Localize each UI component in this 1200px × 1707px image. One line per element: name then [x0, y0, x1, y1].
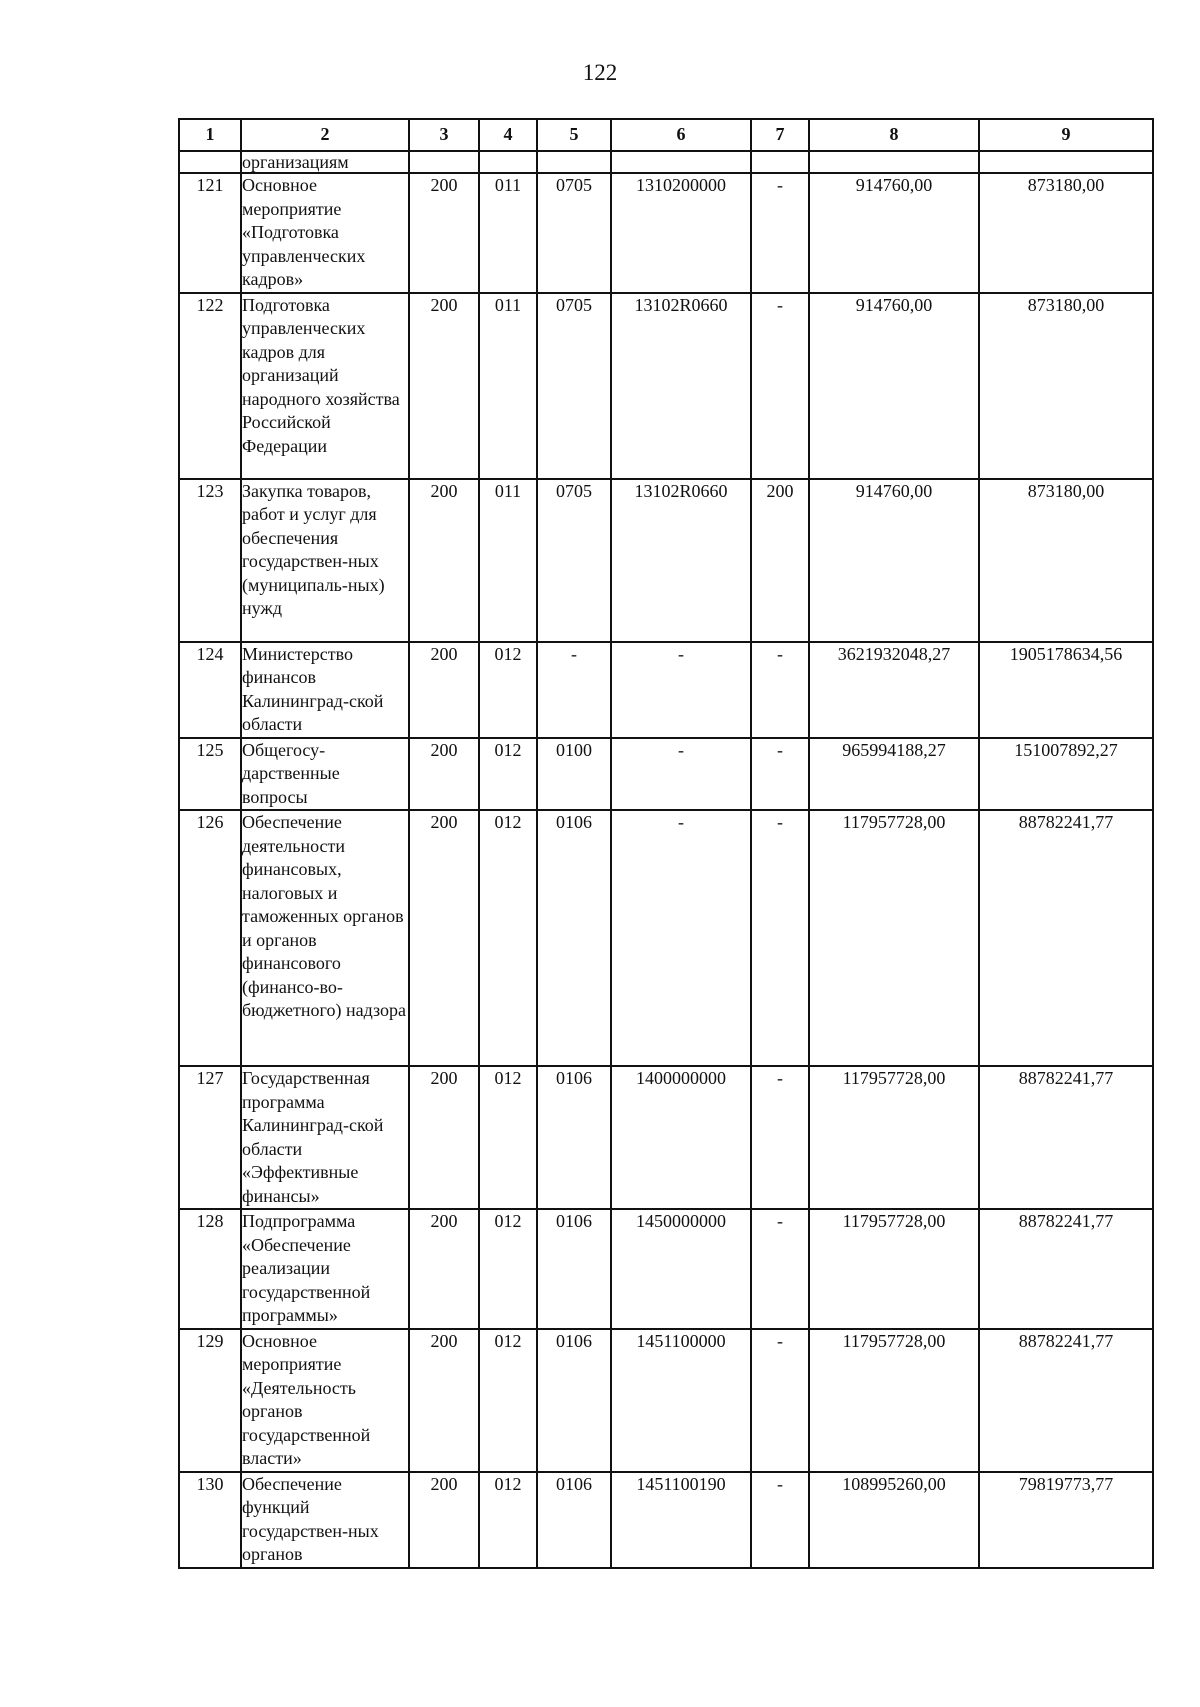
cell-code: - [751, 642, 809, 738]
cell-code: 0705 [537, 479, 611, 642]
cell-code: 0106 [537, 810, 611, 1066]
cell-code [409, 151, 479, 173]
cell-code: 200 [409, 738, 479, 811]
cell-code: 011 [479, 293, 537, 479]
cell-amount: 965994188,27 [809, 738, 979, 811]
cell-code: 200 [409, 293, 479, 479]
table-row [179, 173, 1153, 293]
table-row [179, 293, 1153, 479]
header-row [179, 119, 1153, 151]
header-cell: 6 [611, 119, 751, 151]
cell-name: Обеспечение функций государствен-ных органов [241, 1472, 409, 1568]
cell-name: Государственная программа Калининград-ской области «Эффективные финансы» [241, 1066, 409, 1209]
cell-code [611, 151, 751, 173]
cell-amount: 117957728,00 [809, 1329, 979, 1472]
cell-amount: 914760,00 [809, 293, 979, 479]
cell-name: Основное мероприятие «Деятельность органов государственной власти» [241, 1329, 409, 1472]
table-row [179, 810, 1153, 1066]
cell-number: 127 [179, 1066, 241, 1209]
cell-code: 011 [479, 173, 537, 293]
cell-code: 200 [409, 479, 479, 642]
cell-code: 0705 [537, 173, 611, 293]
cell-amount: 88782241,77 [979, 1209, 1153, 1329]
cell-code: 012 [479, 738, 537, 811]
cell-code: - [611, 738, 751, 811]
table-row [179, 1209, 1153, 1329]
cell-amount: 914760,00 [809, 173, 979, 293]
header-cell: 7 [751, 119, 809, 151]
cell-name: организациям [241, 151, 409, 173]
cell-code: - [751, 1472, 809, 1568]
cell-code: 200 [409, 173, 479, 293]
cell-number: 128 [179, 1209, 241, 1329]
cell-amount: 88782241,77 [979, 810, 1153, 1066]
cell-code: 13102R0660 [611, 293, 751, 479]
cell-number: 124 [179, 642, 241, 738]
cell-name: Министерство финансов Калининград-ской области [241, 642, 409, 738]
cell-code: 200 [409, 1209, 479, 1329]
cell-name: Подпрограмма «Обеспечение реализации государственной программы» [241, 1209, 409, 1329]
cell-code: 1400000000 [611, 1066, 751, 1209]
cell-name: Основное мероприятие «Подготовка управленческих кадров» [241, 173, 409, 293]
cell-amount: 117957728,00 [809, 1066, 979, 1209]
table-row [179, 1066, 1153, 1209]
cell-code: 1451100190 [611, 1472, 751, 1568]
cell-name: Подготовка управленческих кадров для организаций народного хозяйства Российской Федерации [241, 293, 409, 479]
cell-code: 012 [479, 642, 537, 738]
cell-number: 122 [179, 293, 241, 479]
cell-code: 012 [479, 810, 537, 1066]
cell-amount: 873180,00 [979, 293, 1153, 479]
cell-code: - [751, 293, 809, 479]
cell-code: 012 [479, 1329, 537, 1472]
cell-amount: 914760,00 [809, 479, 979, 642]
cell-code: 011 [479, 479, 537, 642]
cell-number: 129 [179, 1329, 241, 1472]
cell-code [751, 151, 809, 173]
cell-code: 0106 [537, 1472, 611, 1568]
cell-amount: 117957728,00 [809, 810, 979, 1066]
cell-name: Закупка товаров, работ и услуг для обеспечения государствен-ных (муниципаль-ных) нужд [241, 479, 409, 642]
cell-number [179, 151, 241, 173]
cell-code: 012 [479, 1209, 537, 1329]
cell-amount: 117957728,00 [809, 1209, 979, 1329]
cell-code: - [751, 810, 809, 1066]
table-row [179, 738, 1153, 811]
cell-code: 0705 [537, 293, 611, 479]
cell-code: - [537, 642, 611, 738]
cell-code: 200 [409, 1472, 479, 1568]
cell-code: - [611, 642, 751, 738]
cell-number: 123 [179, 479, 241, 642]
cell-amount [809, 151, 979, 173]
header-cell: 3 [409, 119, 479, 151]
cell-code: 012 [479, 1472, 537, 1568]
header-cell: 8 [809, 119, 979, 151]
cell-code: 0100 [537, 738, 611, 811]
cell-code: 1310200000 [611, 173, 751, 293]
cell-amount: 1905178634,56 [979, 642, 1153, 738]
cell-amount: 151007892,27 [979, 738, 1153, 811]
cell-code: - [751, 1066, 809, 1209]
cell-code: 200 [409, 1329, 479, 1472]
cell-name: Обеспечение деятельности финансовых, налоговых и таможенных органов и органов финансового (финансо-во-бюджетного) надзора [241, 810, 409, 1066]
header-cell: 9 [979, 119, 1153, 151]
cell-code: 13102R0660 [611, 479, 751, 642]
cell-code: 200 [409, 642, 479, 738]
cell-code: 1450000000 [611, 1209, 751, 1329]
cell-code: 200 [409, 810, 479, 1066]
cell-amount: 873180,00 [979, 479, 1153, 642]
cell-amount [979, 151, 1153, 173]
header-cell: 5 [537, 119, 611, 151]
header-cell: 4 [479, 119, 537, 151]
table-row [179, 642, 1153, 738]
cell-code: - [611, 810, 751, 1066]
cell-code: 200 [409, 1066, 479, 1209]
cell-code: - [751, 173, 809, 293]
table-row [179, 1329, 1153, 1472]
cell-number: 121 [179, 173, 241, 293]
cell-code: 1451100000 [611, 1329, 751, 1472]
cell-code: 012 [479, 1066, 537, 1209]
cell-code [537, 151, 611, 173]
table-row [179, 1472, 1153, 1568]
cell-amount: 108995260,00 [809, 1472, 979, 1568]
cell-code: 0106 [537, 1209, 611, 1329]
cell-amount: 873180,00 [979, 173, 1153, 293]
cell-amount: 88782241,77 [979, 1066, 1153, 1209]
cell-code: - [751, 738, 809, 811]
cell-amount: 88782241,77 [979, 1329, 1153, 1472]
cell-code: 0106 [537, 1329, 611, 1472]
cell-code: 200 [751, 479, 809, 642]
budget-table [178, 118, 1154, 1569]
cell-code: - [751, 1329, 809, 1472]
cell-number: 125 [179, 738, 241, 811]
header-cell: 2 [241, 119, 409, 151]
cell-code: 0106 [537, 1066, 611, 1209]
cell-name: Общегосу-дарственные вопросы [241, 738, 409, 811]
cell-number: 126 [179, 810, 241, 1066]
cell-number: 130 [179, 1472, 241, 1568]
continuation-row [179, 151, 1153, 173]
header-cell: 1 [179, 119, 241, 151]
page-number: 122 [582, 60, 618, 85]
cell-code: - [751, 1209, 809, 1329]
cell-amount: 3621932048,27 [809, 642, 979, 738]
cell-code [479, 151, 537, 173]
cell-amount: 79819773,77 [979, 1472, 1153, 1568]
table-row [179, 479, 1153, 642]
